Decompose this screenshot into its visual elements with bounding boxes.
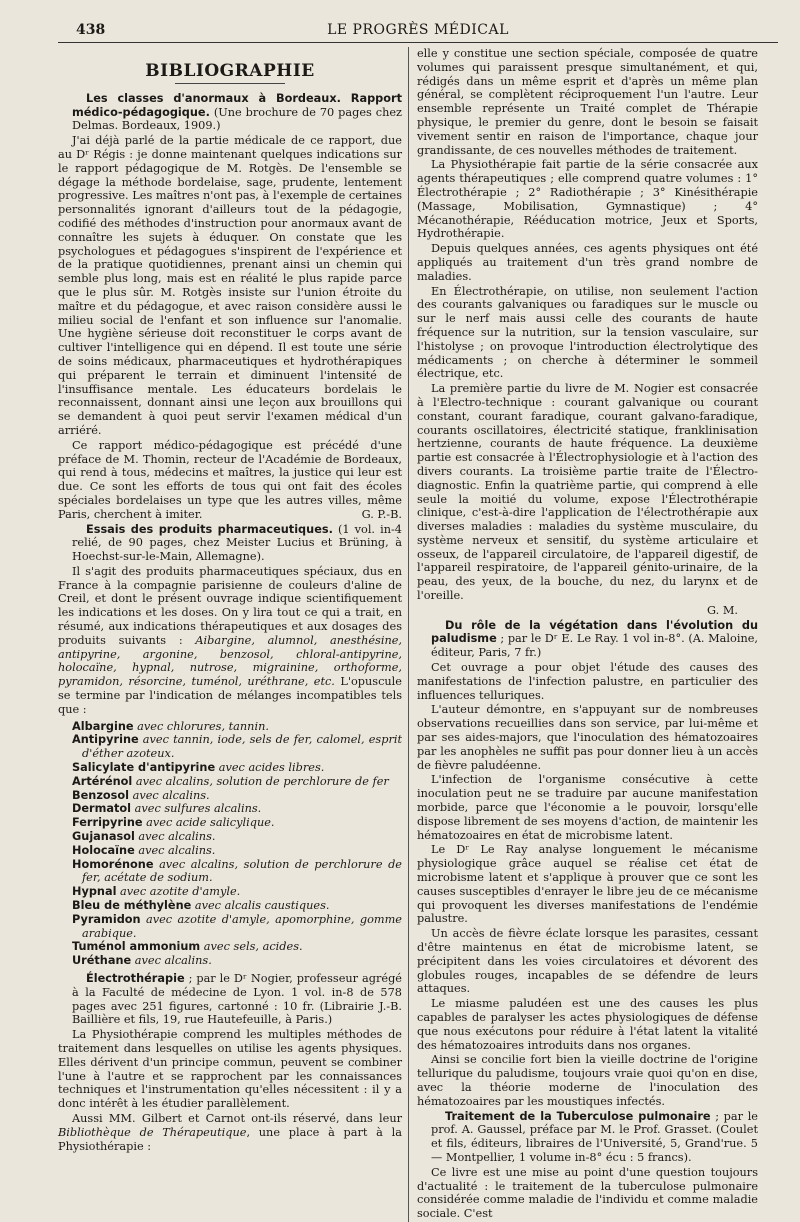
review-paragraph: elle y constitue une section spéciale, composée de quatre volumes qui paraissent presque simultanément, et qui, rédigés dans un même esprit et d'après un même plan général, se complètent réciproquement l'un l'autre. Leur ensemble représente un Traité complet de Thérapie physique, le premier du genre, dont le besoin se faisait vivement sentir en raison de l'importance, chaque jour grandissante, de ces nouvelles méthodes de traitement. — [417, 47, 758, 157]
incompatibility-item — [72, 899, 402, 913]
review-citation: ; par le Dʳ E. Le Ray. 1 vol in-8°. (A. Maloine, éditeur, Paris, 7 fr.) — [431, 632, 758, 660]
incompatible-with: avec alcalins, solution de perchlorure de fer — [132, 774, 389, 788]
incompatibility-item — [72, 913, 402, 941]
drug-name: Hypnal — [72, 885, 117, 899]
product-list: Aibargine, alumnol, anesthésine, antipyrine, argonine, benzosol, chloral-antipyrine, holocaïne, hypnal, nutrose, migrainine, orthoforme, pyramidon, résorcine, tuménol, uréthrane, etc. — [58, 633, 403, 689]
review-citation: (1 vol. in-4 relié, de 90 pages, chez Meister Lucius et Brüning, à Hoechst-sur-le-Main, Allemagne). — [72, 522, 402, 564]
drug-name: Gujanasol — [72, 830, 135, 844]
drug-name: Uréthane — [72, 954, 132, 968]
review-paragraph: L'infection de l'organisme consécutive à cette inoculation peut ne se traduire par aucune manifestation morbide, parce que l'économie a le pouvoir, lorsqu'elle dispose librement de ses moyens d'action, de maintenir les hématozoaires en état de microbisme latent. — [417, 773, 758, 842]
review-paragraph: J'ai déjà parlé de la partie médicale de ce rapport, due au Dʳ Régis : je donne maintenant quelques indications sur le rapport pédagogique de M. Rotgès. De l'ensemble se dégage la méthode bordelaise, sage, prudente, lentement progressive. Les maîtres n'ont pas, à l'exemple de certaines personnalités ignorant d'ailleurs tout de la pédagogie, codifié des méthodes d'instruction pour anormaux avant de connaître les sujets à éduquer. On constate que les psychologues et pédagogues s'inspirent de l'expérience et de la pratique quotidiennes, prenant ainsi un chemin qui semble plus long, mais est en réalité le plus rapide parce que le plus sûr. M. Rotgès insiste sur l'union étroite du maître et du pédagogue, et avec raison considère aussi le milieu social de l'enfant et son influence sur l'anomalie. Une hygiène sérieuse doit reconstituer le corps avant de cultiver l'intelligence qui en dépend. Il est toute une série de soins médicaux, pharmaceutiques et hydrothérapiques qui préparent le terrain et diminuent l'intensité de l'insuffisance mentale. Les éducateurs bordelais le reconnaissent, donnant ainsi une leçon aux brouillons qui se demandent à quoi peut servir l'examen médical d'un arriéré. — [58, 134, 402, 437]
incompatibility-item — [72, 789, 402, 803]
incompatibility-item — [72, 940, 402, 954]
incompatibility-item — [72, 761, 402, 775]
running-head — [58, 20, 778, 43]
review-paragraph: Depuis quelques années, ces agents physiques ont été appliqués au traitement d'un très grand nombre de maladies. — [417, 242, 758, 283]
review-paragraph: La première partie du livre de M. Nogier est consacrée à l'Electro-technique : courant galvanique ou courant constant, courant faradique, courant galvano-faradique, courants oscillatoires, électricité statique, franklinisation hertzienne, courants de haute fréquence. La deuxième partie est consacrée à l'Électrophysiologie et à l'action des divers courants. La troisième partie traite de l'Électro-diagnostic. Enfin la quatrième partie, qui comprend à elle seule la moitié du volume, expose l'Électrothérapie clinique, c'est-à-dire l'application de l'électrothérapie aux diverses maladies : maladies du système musculaire, du système nerveux et sensitif, du système articulaire et osseux, de l'appareil circulatoire, de l'appareil digestif, de l'appareil respiratoire, de l'appareil génito-urinaire, de la peau, des yeux, de la bouche, du nez, du larynx et de l'oreille. — [417, 382, 758, 603]
drug-name: Artérénol — [72, 774, 133, 788]
incompatibility-item — [72, 816, 402, 830]
incompatible-with: avec alcalins. — [131, 954, 212, 968]
paragraph-text: L'opuscule se termine par l'indication de mélanges incompatibles tels que : — [58, 675, 402, 716]
paragraph-text: Ce rapport médico-pédagogique est précédé d'une préface de M. Thomin, recteur de l'Académie de Bordeaux, qui rend à tous, médecins et maîtres, la justice qui leur est due. Ce sont les efforts de tous qui ont fait des écoles spéciales bordelaises un type que les autres villes, même Paris, cherchent à imiter. — [58, 438, 402, 521]
right-column — [408, 47, 758, 1222]
review-paragraph: En Électrothérapie, on utilise, non seulement l'action des courants galvaniques ou faradiques sur le muscle ou sur le nerf mais aussi celle des courants de haute fréquence sur la nutrition, sur la tension vasculaire, sur l'histolyse ; on provoque l'introduction électrolytique des médicaments ; on cherche à déterminer le sommeil électrique, etc. — [417, 284, 758, 381]
incompatible-with: avec alcalins, solution de perchlorure de fer, acétate de sodium. — [82, 857, 402, 885]
review-title: Essais des produits pharmaceutiques. — [86, 522, 333, 536]
drug-name: Dermatol — [72, 802, 132, 816]
incompatible-with: avec alcalins. — [129, 788, 210, 802]
review-paragraph: Cet ouvrage a pour objet l'étude des causes des manifestations de l'infection palustre, en particulier des influences telluriques. — [417, 661, 758, 702]
incompatibility-item — [72, 830, 402, 844]
drug-name: Pyramidon — [72, 912, 141, 926]
review-paragraph: Ce livre est une mise au point d'une question toujours d'actualité : le traitement de la tuberculose pulmonaire considérée comme maladie de l'individu et comme maladie sociale. C'est — [417, 1165, 758, 1221]
section-title: BIBLIOGRAPHIE — [145, 61, 315, 81]
incompatible-with: avec azotite d'amyle. — [116, 885, 241, 899]
review-title: Les classes d'anormaux à Bordeaux. Rapport médico-pédagogique. — [72, 91, 402, 119]
incompatible-with: avec alcalins. — [134, 843, 216, 857]
review-title: Traitement de la Tuberculose pulmonaire — [445, 1109, 711, 1123]
book-series-title: Bibliothèque de Thérapeutique — [58, 1125, 247, 1139]
review-heading-essais — [58, 523, 402, 564]
incompatible-with: avec azotite d'amyle, apomorphine, gomme arabique. — [82, 912, 402, 940]
review-paragraph — [58, 439, 402, 522]
incompatible-with: avec chlorures, tannin. — [133, 719, 269, 733]
title-rule — [175, 83, 285, 84]
incompatibility-item — [72, 733, 402, 761]
review-heading-tuberculose — [417, 1110, 758, 1165]
page-number: 438 — [76, 22, 106, 38]
incompatibility-item — [72, 844, 402, 858]
incompatible-with: avec acides libres. — [215, 761, 325, 775]
drug-name: Ferripyrine — [72, 816, 143, 830]
drug-name: Bleu de méthylène — [72, 899, 192, 913]
text-columns — [58, 47, 778, 1222]
incompatible-with: avec sulfures alcalins. — [131, 802, 262, 816]
drug-name: Homorénone — [72, 857, 154, 871]
review-paragraph: L'auteur démontre, en s'appuyant sur de nombreuses observations recueillies dans son service, par lui-même et par ses aides-majors, que l'inoculation des hématozoaires par les anophèles ne suffit pas pour donner lieu à un accès de fièvre paludéenne. — [417, 703, 758, 772]
review-paragraph: Un accès de fièvre éclate lorsque les parasites, cessant d'être maintenus en état de microbisme latent, se précipitent dans les voies circulatoires et dévorent des globules rouges, incapables de se défendre de leurs attaques. — [417, 927, 758, 996]
incompatibility-item — [72, 720, 402, 734]
review-paragraph: Le miasme paludéen est une des causes les plus capables de paralyser les actes physiologiques de défense que nous exécutons pour réduire à l'état latent la vitalité des hématozoaires introduits dans nos organes. — [417, 997, 758, 1052]
drug-name: Benzosol — [72, 788, 130, 802]
journal-title: LE PROGRÈS MÉDICAL — [327, 22, 509, 38]
drug-name: Holocaïne — [72, 843, 135, 857]
incompatibility-item — [72, 775, 402, 789]
review-paragraph: La Physiothérapie fait partie de la série consacrée aux agents thérapeutiques ; elle comprend quatre volumes : 1° Électrothérapie ; 2° Radiothérapie ; 3° Kinésithérapie (Massage, Mobilisation, Gymnastique) ; 4° Mécanothérapie, Rééducation motrice, Jeux et Sports, Hydrothérapie. — [417, 158, 758, 241]
incompatibility-item — [72, 802, 402, 816]
incompatible-with: avec alcalis caustiques. — [191, 899, 330, 913]
left-column — [58, 47, 408, 1222]
review-citation: ; par le prof. A. Gaussel, préface par M. le Prof. Grasset. (Coulet et fils, éditeurs, libraires de l'Université, 5, Grand'rue. 5 — Montpellier, 1 volume in-8° écu : 5 francs). — [431, 1109, 758, 1164]
review-title: Électrothérapie — [86, 972, 185, 985]
reviewer-signature: G. M. — [707, 603, 738, 617]
drug-name: Salicylate d'antipyrine — [72, 761, 216, 775]
reviewer-signature: G. P.-B. — [361, 507, 402, 521]
drug-name: Albargine — [72, 719, 134, 733]
incompatible-with: avec acide salicylique. — [142, 816, 275, 830]
incompatible-with: avec alcalins. — [134, 830, 216, 844]
review-paragraph: Le Dʳ Le Ray analyse longuement le mécanisme physiologique grâce auquel se réalise cet état de microbisme latent et s'applique à prouver que ce sont les causes susceptibles d'enrayer le libre jeu de ce mécanisme qui provoquent les diverses manifestations de l'endémie palustre. — [417, 843, 758, 926]
review-paragraph: La Physiothérapie comprend les multiples méthodes de traitement dans lesquelles on utilise les agents physiques. Elles dérivent d'un principe commun, peuvent se combiner l'une à l'autre et se rapprochent par les connaissances techniques et l'instrumentation qu'elles nécessitent : il y a donc intérêt à les étudier parallèlement. — [58, 1028, 402, 1111]
review-heading-paludisme — [417, 619, 758, 660]
incompatibility-item — [72, 954, 402, 968]
incompatibility-item — [72, 858, 402, 886]
paragraph-text: Il s'agit des produits pharmaceutiques spéciaux, dus en France à la compagnie parisienne de couleurs d'aline de Creil, et dont le présent ouvrage indique scientifiquement les indications et les doses. On y lira tout ce qui a trait, en résumé, aux indications thérapeutiques et aux dosages des produits suivants : — [58, 564, 402, 647]
review-heading-anormaux — [58, 92, 402, 133]
drug-name: Tuménol ammonium — [72, 940, 201, 954]
review-paragraph: Ainsi se concilie fort bien la vieille doctrine de l'origine tellurique du paludisme, toujours vraie quoi qu'on en dise, avec la théorie moderne de l'inoculation des hématozoaires par les moustiques infectés. — [417, 1053, 758, 1108]
drug-name: Antipyrine — [72, 733, 139, 747]
review-title: Du rôle de la végétation dans l'évolution du paludisme — [431, 618, 758, 646]
incompatible-with: avec sels, acides. — [200, 940, 303, 954]
incompatible-with: avec tannin, iode, sels de fer, calomel, esprit d'éther azoteux. — [82, 733, 402, 761]
review-heading-electrotherapie — [58, 972, 402, 1027]
paragraph-text: , une place à part à la Physiothérapie : — [58, 1125, 402, 1153]
review-paragraph — [58, 1112, 402, 1153]
review-paragraph — [58, 565, 402, 717]
paragraph-text: Aussi MM. Gilbert et Carnot ont-ils réservé, dans leur — [72, 1111, 402, 1125]
review-citation: (Une brochure de 70 pages chez Delmas. Bordeaux, 1909.) — [72, 105, 402, 133]
review-citation: ; par le Dʳ Nogier, professeur agrégé à la Faculté de médecine de Lyon. 1 vol. in-8 de 578 pages avec 251 figures, cartonné : 10 fr. (Librairie J.-B. Baillière et fils, 19, rue Hautefeuille, à Paris.) — [72, 972, 402, 1027]
incompatibility-item — [72, 885, 402, 899]
incompatibility-list — [58, 720, 402, 968]
